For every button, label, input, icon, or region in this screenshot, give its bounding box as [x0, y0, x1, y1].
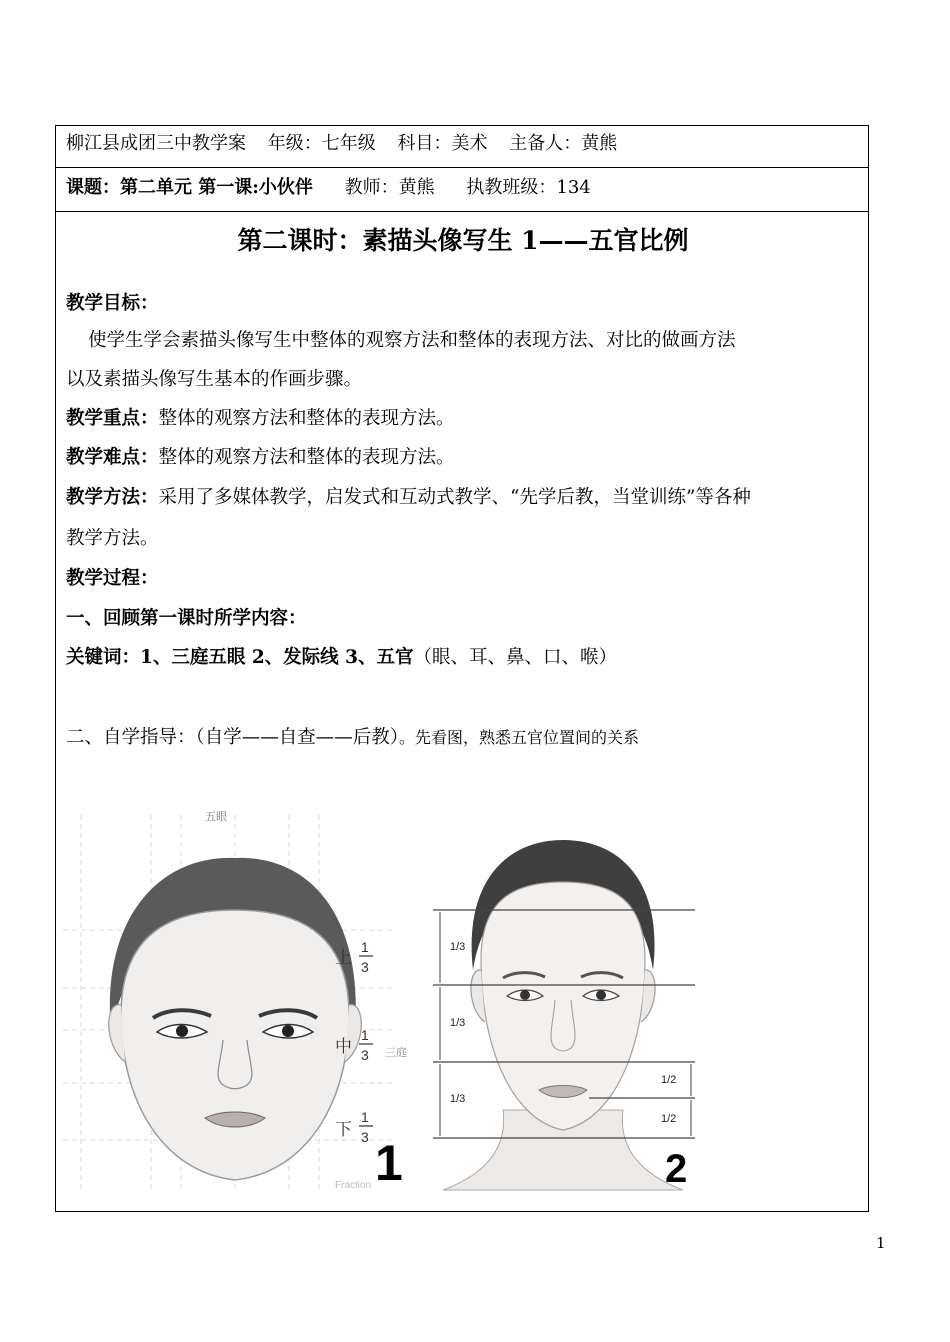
- guide-rest: 。先看图，熟悉五官位置间的关系: [399, 728, 640, 747]
- middle-label: 中: [335, 1037, 352, 1056]
- third-bottom: 1/3: [450, 1093, 466, 1105]
- subject: 科目：美术: [397, 133, 488, 154]
- keywords-bold: 关键词：1、三庭五眼 2、发际线 3、五官: [66, 647, 414, 668]
- keywords-rest: （眼、耳、鼻、口、喉）: [413, 647, 618, 668]
- key-label: 教学重点：: [66, 408, 159, 429]
- five-eyes-label: 五眼: [205, 811, 227, 823]
- method-text: 采用了多媒体教学，启发式和互动式教学、“先学后教，当堂训练”等各种: [158, 487, 751, 508]
- third-top: 1/3: [450, 941, 466, 953]
- teacher: 教师：黄熊: [344, 177, 435, 198]
- lesson-topic: 课题：第二单元 第一课:小伙伴: [66, 177, 313, 198]
- difficulty-label: 教学难点：: [66, 447, 159, 468]
- watermark: Fraction: [335, 1180, 372, 1191]
- half-lower: 1/2: [661, 1113, 677, 1125]
- header-row: [56, 126, 868, 168]
- upper-den: 3: [361, 959, 369, 975]
- guide: [66, 724, 860, 752]
- lower-label: 下: [335, 1120, 352, 1139]
- method: [66, 484, 860, 512]
- goals-line-1: 使学生学会素描头像写生中整体的观察方法和整体的表现方法、对比的做画方法: [88, 330, 736, 351]
- key-point: [66, 405, 860, 433]
- difficulty-text: 整体的观察方法和整体的表现方法。: [158, 447, 455, 468]
- right-pupil: [596, 990, 606, 1000]
- third-middle: 1/3: [450, 1017, 466, 1029]
- left-pupil: [176, 1025, 188, 1037]
- upper-num: 1: [361, 939, 369, 955]
- face-proportion-figures: [63, 800, 863, 1200]
- figure-2-number: 2: [665, 1147, 688, 1191]
- lower-num: 1: [361, 1109, 369, 1125]
- upper-label: 上: [335, 948, 352, 967]
- three-court-label: 三庭: [385, 1047, 407, 1059]
- difficulty: [66, 444, 860, 472]
- middle-num: 1: [361, 1027, 369, 1043]
- method-label: 教学方法：: [66, 487, 159, 508]
- method-line-2: 教学方法。: [66, 528, 159, 549]
- left-pupil: [520, 990, 530, 1000]
- figure-1-number: 1: [375, 1135, 403, 1191]
- figure-1: [63, 810, 407, 1191]
- middle-den: 3: [361, 1047, 369, 1063]
- keywords: [66, 644, 860, 672]
- page-number: 1: [876, 1234, 886, 1252]
- half-upper: 1/2: [661, 1074, 677, 1086]
- right-pupil: [282, 1025, 294, 1037]
- key-text: 整体的观察方法和整体的表现方法。: [158, 408, 455, 429]
- class: 执教班级：134: [466, 177, 591, 198]
- process-heading: 教学过程：: [66, 568, 159, 589]
- lesson-title: 第二课时：素描头像写生 1——五官比例: [237, 226, 689, 255]
- review-heading: 一、回顾第一课时所学内容：: [66, 608, 307, 629]
- figure-2: [433, 840, 695, 1191]
- school-name: 柳江县成团三中教学案: [66, 133, 246, 154]
- preparer: 主备人：黄熊: [509, 133, 618, 154]
- goals-heading: 教学目标：: [66, 293, 159, 314]
- grade: 年级：七年级: [267, 133, 376, 154]
- lesson-row: [56, 168, 868, 212]
- goals-line-2: 以及素描头像写生基本的作画步骤。: [66, 369, 363, 390]
- lower-den: 3: [361, 1129, 369, 1145]
- guide-head: 二、自学指导：（自学——自查——后教）: [66, 727, 400, 748]
